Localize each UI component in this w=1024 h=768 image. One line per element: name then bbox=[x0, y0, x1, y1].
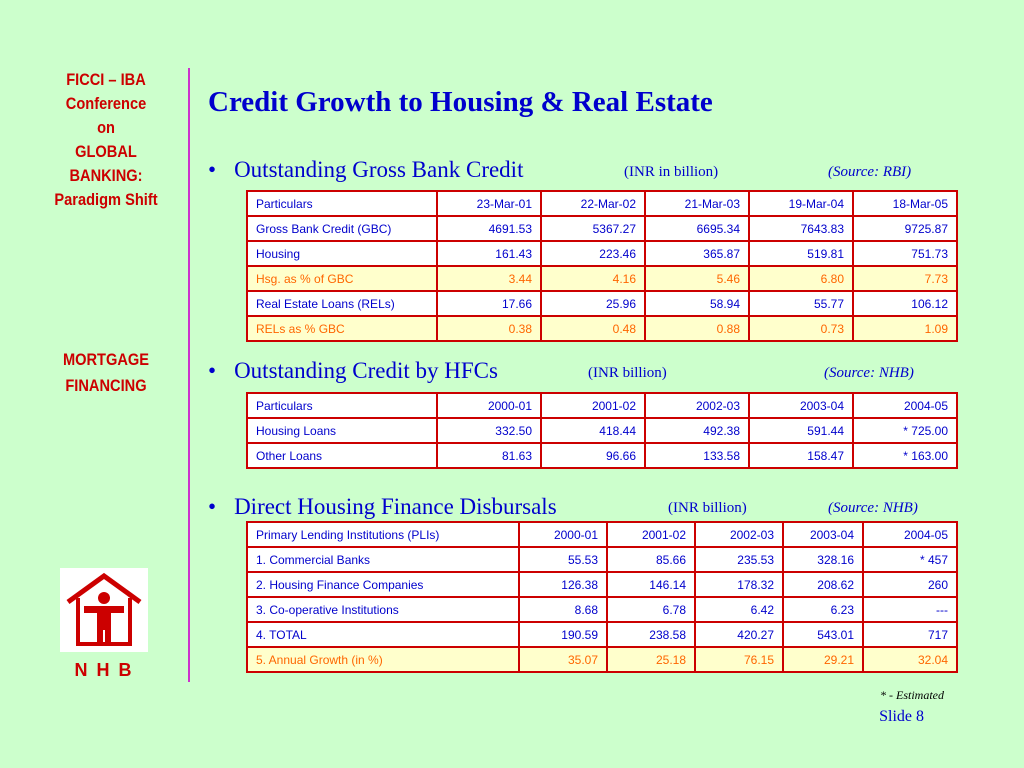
table-cell: 8.68 bbox=[519, 597, 607, 622]
divider-line bbox=[188, 68, 190, 682]
table-cell: --- bbox=[863, 597, 957, 622]
table-cell: 190.59 bbox=[519, 622, 607, 647]
table-header-row bbox=[247, 191, 957, 216]
section-heading-text: Direct Housing Finance Disbursals bbox=[234, 494, 557, 519]
table-cell: 76.15 bbox=[695, 647, 783, 672]
table-cell: 25.96 bbox=[541, 291, 645, 316]
table-cell: 492.38 bbox=[645, 418, 749, 443]
table-cell: 238.58 bbox=[607, 622, 695, 647]
header-cell: 2003-04 bbox=[783, 522, 863, 547]
table-cell: 0.73 bbox=[749, 316, 853, 341]
section-heading bbox=[208, 157, 523, 183]
table-cell: 9725.87 bbox=[853, 216, 957, 241]
conference-title-line: on bbox=[97, 118, 115, 137]
table-cell: 6.23 bbox=[783, 597, 863, 622]
table-cell: 29.21 bbox=[783, 647, 863, 672]
header-cell: Particulars bbox=[247, 191, 437, 216]
header-cell: 2004-05 bbox=[853, 393, 957, 418]
header-cell: Primary Lending Institutions (PLIs) bbox=[247, 522, 519, 547]
table-cell: 591.44 bbox=[749, 418, 853, 443]
table-cell: 2. Housing Finance Companies bbox=[247, 572, 519, 597]
table-cell: 17.66 bbox=[437, 291, 541, 316]
table-cell: 35.07 bbox=[519, 647, 607, 672]
table-cell: 4. TOTAL bbox=[247, 622, 519, 647]
source-label: (Source: NHB) bbox=[828, 500, 918, 516]
header-cell: 23-Mar-01 bbox=[437, 191, 541, 216]
table-cell: 519.81 bbox=[749, 241, 853, 266]
conference-title bbox=[32, 68, 180, 212]
table-cell: 420.27 bbox=[695, 622, 783, 647]
table-header-row bbox=[247, 522, 957, 547]
header-cell: 2000-01 bbox=[437, 393, 541, 418]
header-cell: 18-Mar-05 bbox=[853, 191, 957, 216]
table-cell: * 725.00 bbox=[853, 418, 957, 443]
section-heading bbox=[208, 358, 498, 384]
table-cell: 365.87 bbox=[645, 241, 749, 266]
table-cell: 543.01 bbox=[783, 622, 863, 647]
conference-title-line: GLOBAL bbox=[75, 142, 137, 161]
table-cell: 7.73 bbox=[853, 266, 957, 291]
header-cell: 2001-02 bbox=[607, 522, 695, 547]
source-label: (Source: RBI) bbox=[828, 164, 912, 180]
section-label bbox=[32, 347, 180, 399]
unit-label: (INR billion) bbox=[668, 500, 747, 516]
house-person-icon bbox=[60, 568, 148, 652]
table-row bbox=[247, 418, 957, 443]
conference-title-line: FICCI – IBA bbox=[66, 70, 146, 89]
section-label-line: MORTGAGE bbox=[62, 350, 150, 369]
table-cell: 161.43 bbox=[437, 241, 541, 266]
table-cell: 5.46 bbox=[645, 266, 749, 291]
table-cell: 223.46 bbox=[541, 241, 645, 266]
table-cell: 6.78 bbox=[607, 597, 695, 622]
table-row bbox=[247, 622, 957, 647]
table-cell: 4691.53 bbox=[437, 216, 541, 241]
table-cell: 106.12 bbox=[853, 291, 957, 316]
hfc-credit-table bbox=[246, 392, 958, 469]
header-cell: Particulars bbox=[247, 393, 437, 418]
header-cell: 2004-05 bbox=[863, 522, 957, 547]
header-cell: 22-Mar-02 bbox=[541, 191, 645, 216]
table-cell: 5. Annual Growth (in %) bbox=[247, 647, 519, 672]
table-cell: 6.42 bbox=[695, 597, 783, 622]
table-cell: 58.94 bbox=[645, 291, 749, 316]
table-cell: 328.16 bbox=[783, 547, 863, 572]
table-cell: 158.47 bbox=[749, 443, 853, 468]
table-cell: 4.16 bbox=[541, 266, 645, 291]
sidebar bbox=[0, 0, 205, 768]
table-cell: 133.58 bbox=[645, 443, 749, 468]
table-cell: 96.66 bbox=[541, 443, 645, 468]
table-cell: 751.73 bbox=[853, 241, 957, 266]
table-cell: 332.50 bbox=[437, 418, 541, 443]
table-row bbox=[247, 572, 957, 597]
table-cell: Housing Loans bbox=[247, 418, 437, 443]
slide-number: Slide 8 bbox=[879, 708, 924, 725]
table-cell: 32.04 bbox=[863, 647, 957, 672]
table-row bbox=[247, 291, 957, 316]
header-cell: 2002-03 bbox=[645, 393, 749, 418]
table-cell: 235.53 bbox=[695, 547, 783, 572]
table-cell: 717 bbox=[863, 622, 957, 647]
header-cell: 2001-02 bbox=[541, 393, 645, 418]
table-cell: Other Loans bbox=[247, 443, 437, 468]
gross-bank-credit-table bbox=[246, 190, 958, 342]
header-cell: 2002-03 bbox=[695, 522, 783, 547]
table-cell: 81.63 bbox=[437, 443, 541, 468]
table-cell: 3.44 bbox=[437, 266, 541, 291]
table-cell: 6.80 bbox=[749, 266, 853, 291]
unit-label: (INR in billion) bbox=[624, 164, 719, 180]
table-row bbox=[247, 647, 957, 672]
bullet-icon: • bbox=[208, 157, 217, 182]
section-heading bbox=[208, 494, 557, 520]
table-cell: Housing bbox=[247, 241, 437, 266]
source-label: (Source: NHB) bbox=[824, 365, 914, 381]
table-cell: 1. Commercial Banks bbox=[247, 547, 519, 572]
footnote: * - Estimated bbox=[880, 688, 944, 702]
table-row bbox=[247, 216, 957, 241]
table-cell: 0.88 bbox=[645, 316, 749, 341]
table-cell: 5367.27 bbox=[541, 216, 645, 241]
bullet-icon: • bbox=[208, 494, 217, 519]
table-cell: 55.77 bbox=[749, 291, 853, 316]
table-cell: 260 bbox=[863, 572, 957, 597]
table-cell: 0.48 bbox=[541, 316, 645, 341]
table-cell: 0.38 bbox=[437, 316, 541, 341]
table-cell: 3. Co-operative Institutions bbox=[247, 597, 519, 622]
section-heading-text: Outstanding Credit by HFCs bbox=[234, 358, 498, 383]
table-row bbox=[247, 443, 957, 468]
housing-disbursals-table bbox=[246, 521, 958, 673]
table-cell: RELs as % GBC bbox=[247, 316, 437, 341]
table-row bbox=[247, 266, 957, 291]
table-cell: 418.44 bbox=[541, 418, 645, 443]
header-cell: 21-Mar-03 bbox=[645, 191, 749, 216]
table-cell: * 163.00 bbox=[853, 443, 957, 468]
table-cell: * 457 bbox=[863, 547, 957, 572]
conference-title-line: Paradigm Shift bbox=[54, 190, 158, 209]
nhb-logo bbox=[60, 568, 148, 652]
table-row bbox=[247, 241, 957, 266]
table-cell: Real Estate Loans (RELs) bbox=[247, 291, 437, 316]
table-cell: Gross Bank Credit (GBC) bbox=[247, 216, 437, 241]
table-cell: 208.62 bbox=[783, 572, 863, 597]
table-cell: 7643.83 bbox=[749, 216, 853, 241]
conference-title-line: BANKING: bbox=[69, 166, 143, 185]
table-cell: Hsg. as % of GBC bbox=[247, 266, 437, 291]
header-cell: 19-Mar-04 bbox=[749, 191, 853, 216]
table-cell: 178.32 bbox=[695, 572, 783, 597]
table-row bbox=[247, 547, 957, 572]
table-cell: 25.18 bbox=[607, 647, 695, 672]
unit-label: (INR billion) bbox=[588, 365, 667, 381]
table-cell: 55.53 bbox=[519, 547, 607, 572]
table-row bbox=[247, 597, 957, 622]
header-cell: 2003-04 bbox=[749, 393, 853, 418]
section-label-line: FINANCING bbox=[65, 376, 147, 395]
section-heading-text: Outstanding Gross Bank Credit bbox=[234, 157, 524, 182]
slide-title: Credit Growth to Housing & Real Estate bbox=[208, 86, 713, 118]
header-cell: 2000-01 bbox=[519, 522, 607, 547]
table-cell: 1.09 bbox=[853, 316, 957, 341]
table-row bbox=[247, 316, 957, 341]
table-cell: 146.14 bbox=[607, 572, 695, 597]
conference-title-line: Conference bbox=[65, 94, 147, 113]
table-cell: 85.66 bbox=[607, 547, 695, 572]
table-cell: 6695.34 bbox=[645, 216, 749, 241]
table-cell: 126.38 bbox=[519, 572, 607, 597]
bullet-icon: • bbox=[208, 358, 217, 383]
logo-label: N H B bbox=[74, 660, 134, 680]
table-header-row bbox=[247, 393, 957, 418]
